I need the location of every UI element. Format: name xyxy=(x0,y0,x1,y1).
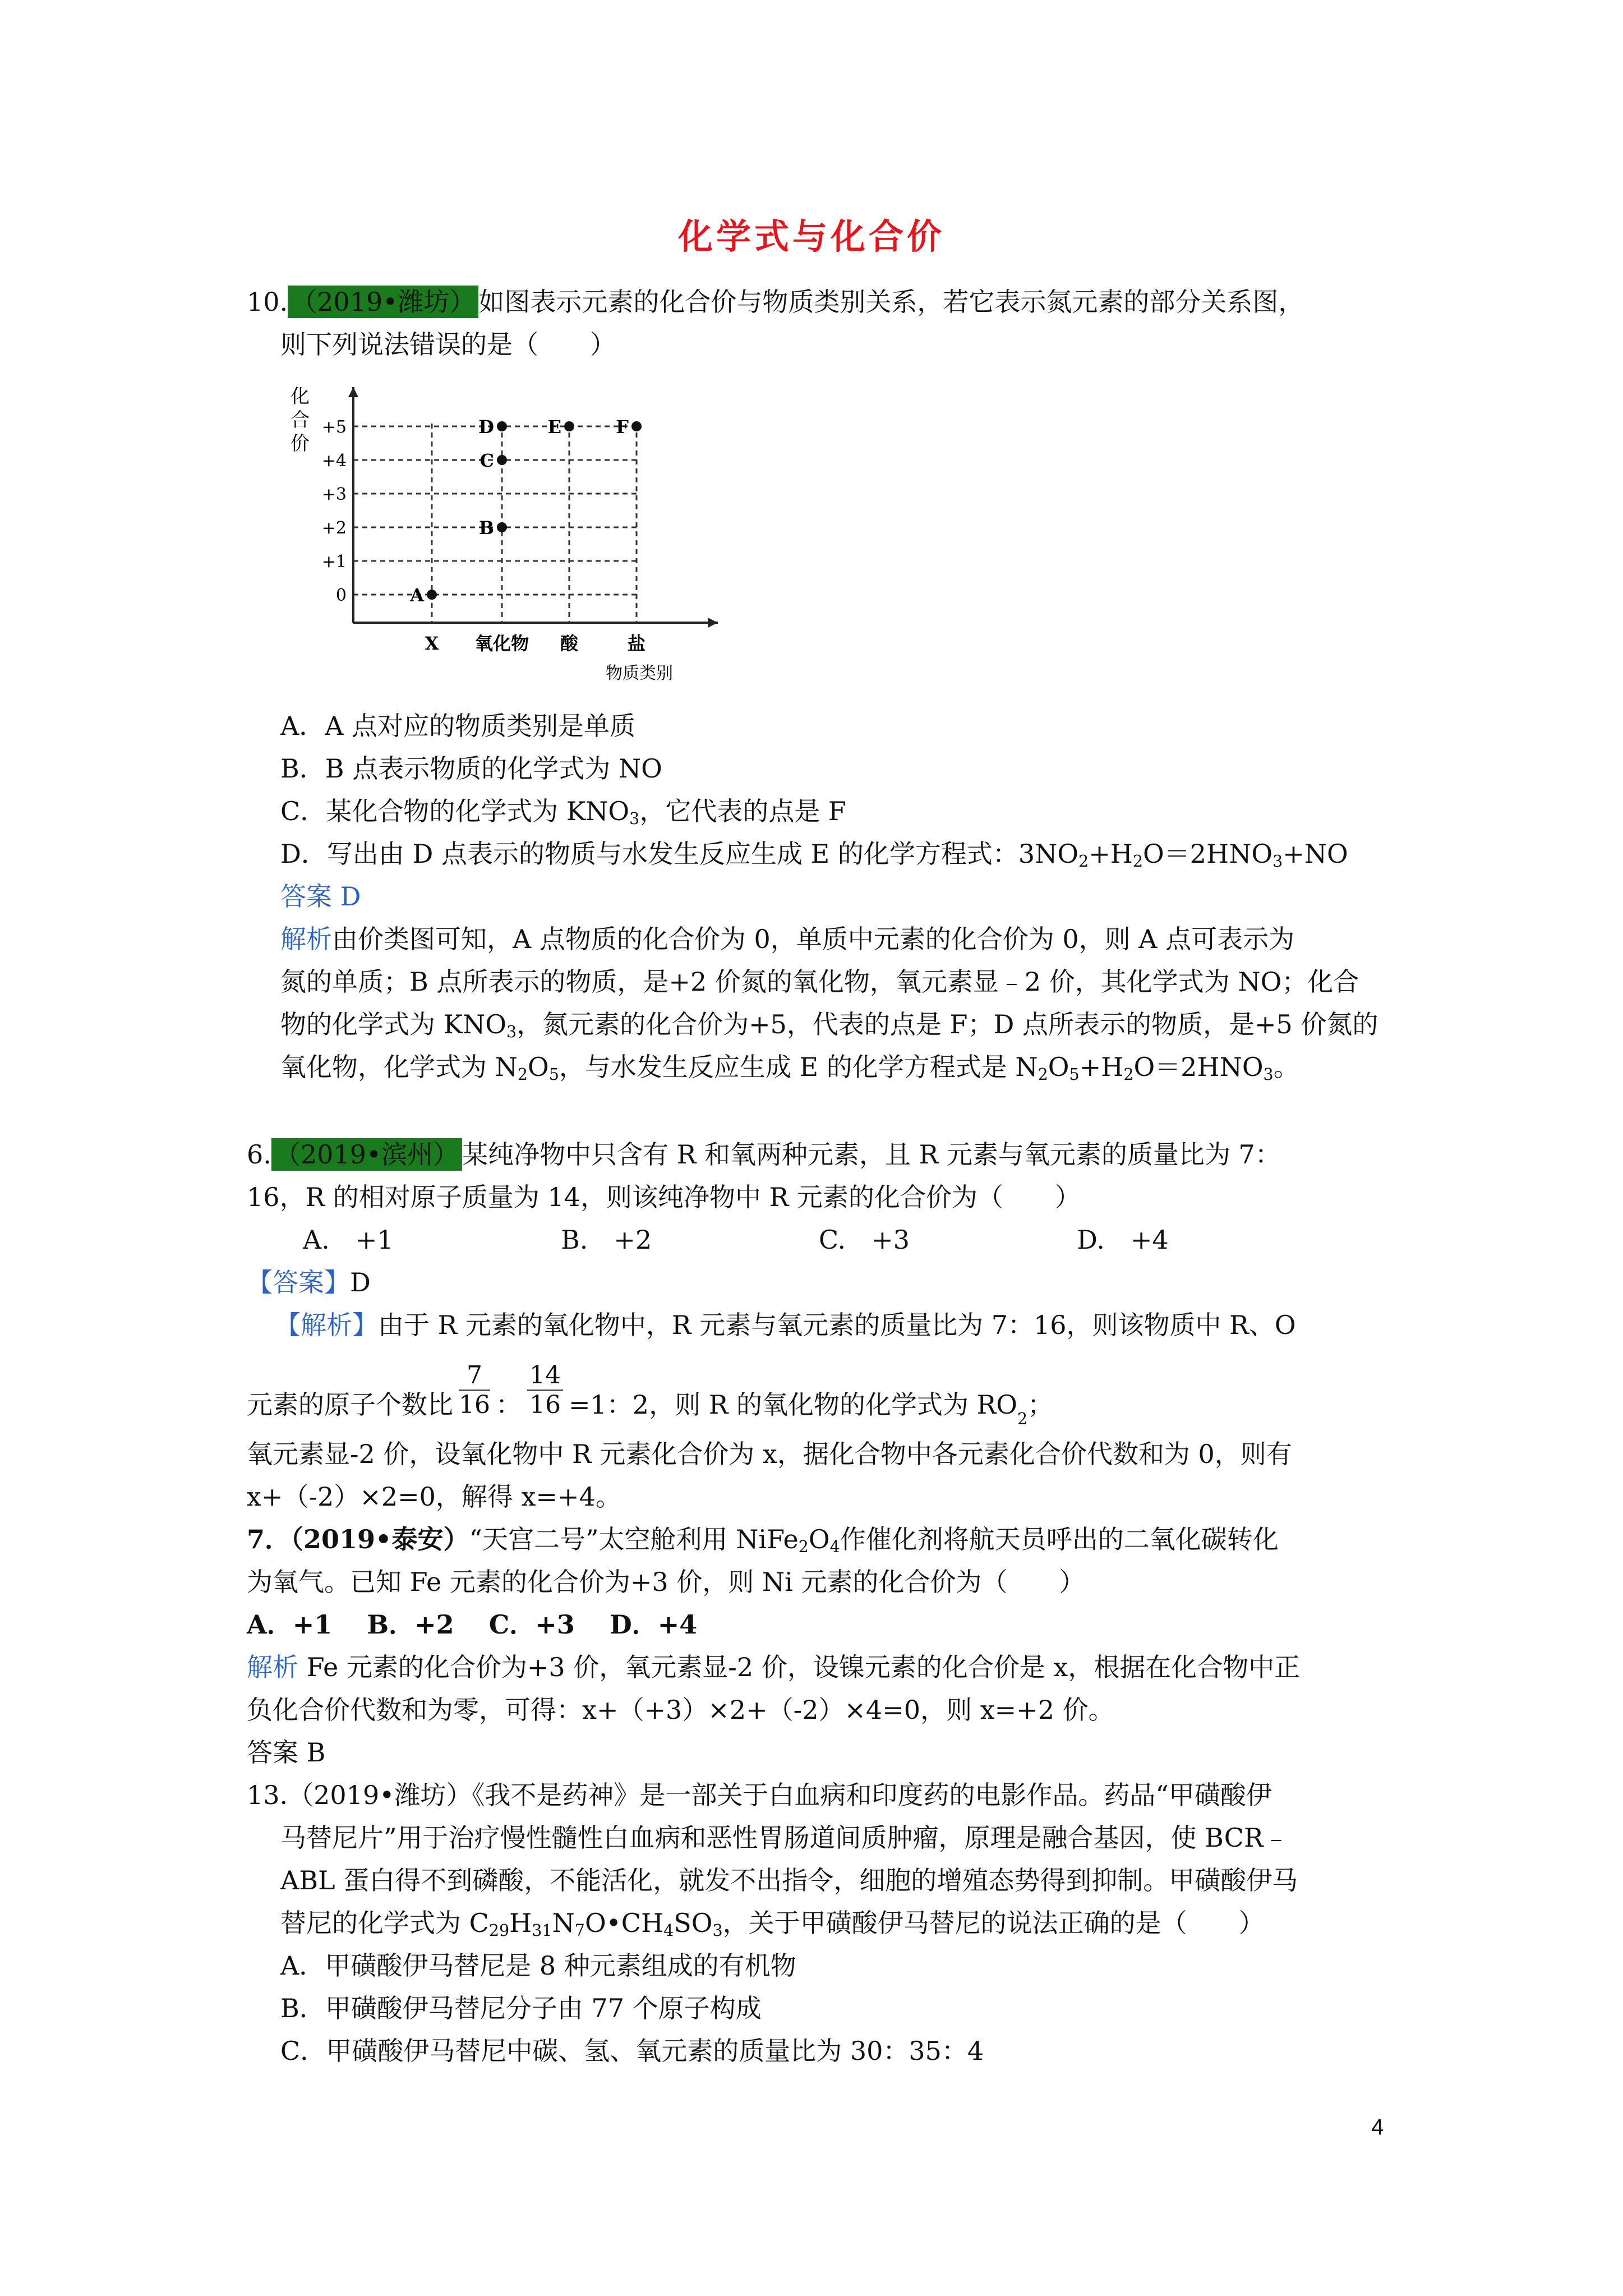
q6-source-tag: （2019•滨州） xyxy=(271,1138,462,1171)
q10-source-tag: （2019•潍坊） xyxy=(288,286,478,318)
q6-explanation-line3: 氧元素显-2 价，设氧化物中 R 元素化合价为 x，据化合物中各元素化合价代数和为 0，则有 xyxy=(247,1439,1292,1469)
q6-option-a: A. +1 xyxy=(303,1225,394,1255)
data-point-f xyxy=(631,421,642,431)
q7-stem-line1: 7．（2019•泰安）“天宫二号”太空舱利用 $NiFe_2O_4$作催化剂将航天员呼出的二氧化碳转化 xyxy=(247,1524,1279,1557)
y-tick-label: +3 xyxy=(321,485,347,504)
point-label-f: F xyxy=(616,416,629,438)
q6-option-b: B. +2 xyxy=(561,1225,652,1255)
data-point-e xyxy=(564,421,574,431)
x-tick-label: 盐 xyxy=(627,633,646,654)
q6-option-d: D. +4 xyxy=(1077,1225,1169,1255)
q7-explanation-line2: 负化合价代数和为零，可得：x+（+3）×2+（-2）×4=0，则 x=+2 价。 xyxy=(247,1695,1114,1725)
q6-answer: 【答案】D xyxy=(247,1267,371,1297)
q13-stem-line1: 13.（2019•潍坊）《我不是药神》是一部关于白血病和印度药的电影作品。药品“甲磺酸伊 xyxy=(247,1780,1272,1810)
q10-stem-line2: 则下列说法错误的是（ ） xyxy=(280,329,616,360)
y-tick-label: +4 xyxy=(321,451,347,471)
y-axis-label: 价 xyxy=(291,432,310,455)
q7-explanation-line1: 解析 Fe 元素的化合价为+3 价，氧元素显-2 价，设镍元素的化合价是 x，根据在化合物中正 xyxy=(247,1652,1301,1682)
q7-stem-line2: 为氧气。已知 Fe 元素的化合价为+3 价，则 Ni 元素的化合价为（ ） xyxy=(247,1567,1085,1597)
x-axis-label: 物质类别 xyxy=(606,664,673,683)
page-number: 4 xyxy=(1371,2115,1384,2139)
q13-stem-line3: ABL 蛋白得不到磷酸，不能活化，就发不出指令，细胞的增殖态势得到抑制。甲磺酸伊马 xyxy=(280,1865,1298,1895)
y-tick-label: +1 xyxy=(321,552,347,572)
q7-answer: 答案 B xyxy=(247,1737,326,1768)
q6-stem-line1: 6. （2019•滨州） 某纯净物中只含有 R 和氧两种元素，且 R 元素与氧元素的质量比为 7： xyxy=(247,1139,1281,1170)
q10-explanation-line1: 解析由价类图可知，A 点物质的化合价为 0，单质中元素的化合价为 0，则 A 点可表示为 xyxy=(280,924,1295,954)
q13-stem-line4: 替尼的化学式为 $C_{29}H_{31}N_7O•CH_4SO_3$，关于甲磺酸伊马替尼的说法正确的是（ ） xyxy=(280,1908,1265,1940)
q7-options: A．+1 B．+2 C．+3 D．+4 xyxy=(247,1609,698,1640)
x-tick-label: 氧化物 xyxy=(474,633,529,654)
valence-chart xyxy=(280,376,729,696)
y-tick-label: +5 xyxy=(321,417,347,437)
q13-stem-line2: 马替尼片”用于治疗慢性髓性白血病和恶性胃肠道间质肿瘤，原理是融合基因，使 BCR﹣ xyxy=(280,1823,1289,1853)
y-axis-label: 化 xyxy=(291,385,310,408)
q6-explanation-line2: 元素的原子个数比 $\frac{7}{16}$ ： $\frac{14}{16}$ =1：2，则 R 的氧化物的化学式为 RO 2 ； xyxy=(247,1361,1054,1428)
x-tick-label: 酸 xyxy=(560,633,579,654)
y-axis-label: 合 xyxy=(291,409,310,431)
q13-option-c: C．甲磺酸伊马替尼中碳、氢、氧元素的质量比为 30：35：4 xyxy=(280,2036,984,2066)
q6-explanation-line1: 【解析】由于 R 元素的氧化物中，R 元素与氧元素的质量比为 7：16，则该物质中 R、O xyxy=(275,1310,1296,1340)
q6-stem-line2: 16，R 的相对原子质量为 14，则该纯净物中 R 元素的化合价为（ ） xyxy=(247,1182,1081,1212)
q6-option-c: C. +3 xyxy=(819,1225,910,1255)
q10-option-a: A．A 点对应的物质类别是单质 xyxy=(280,711,636,741)
q10-option-c: C．某化合物的化学式为 $KNO_3$，它代表的点是 F xyxy=(280,796,846,829)
point-label-c: C xyxy=(479,450,494,471)
point-label-b: B xyxy=(478,517,494,539)
q6-explanation-line4: x+（-2）×2=0，解得 x=+4。 xyxy=(247,1481,621,1512)
data-point-b xyxy=(497,522,507,532)
q10-answer: 答案 D xyxy=(280,881,361,912)
q10-stem-line1: 10. （2019•潍坊） 如图表示元素的化合价与物质类别关系，若它表示氮元素的部分关系图， xyxy=(247,287,1304,317)
q10-option-d: D．写出由 D 点表示的物质与水发生反应生成 E 的化学方程式：$3NO_2+H_2O=2HNO_3+NO$ xyxy=(280,839,1348,871)
point-label-d: D xyxy=(478,416,494,438)
fraction-7-16: $\frac{7}{16}$ xyxy=(459,1361,490,1419)
y-axis-arrow xyxy=(348,387,358,397)
point-label-e: E xyxy=(547,416,561,438)
data-point-d xyxy=(497,421,507,431)
q13-option-a: A．甲磺酸伊马替尼是 8 种元素组成的有机物 xyxy=(280,1950,796,1981)
data-point-a xyxy=(427,590,437,600)
q10-explanation-line3: 物的化学式为 $KNO_3$，氮元素的化合价为+5，代表的点是 F；D 点所表示的物质，是+5 价氮的 xyxy=(280,1009,1378,1042)
q13-option-b: B．甲磺酸伊马替尼分子由 77 个原子构成 xyxy=(280,1993,762,2023)
q10-option-b: B．B 点表示物质的化学式为 NO xyxy=(280,753,662,784)
y-tick-label: 0 xyxy=(335,586,347,605)
q10-explanation-line2: 氮的单质；B 点所表示的物质，是+2 价氮的氧化物，氧元素显﹣2 价，其化学式为 NO；化合 xyxy=(280,967,1359,997)
y-tick-label: +2 xyxy=(321,518,347,538)
fraction-14-16: $\frac{14}{16}$ xyxy=(527,1361,563,1419)
q10-explanation-line4: 氧化物，化学式为 $N_2O_5$，与水发生反应生成 E 的化学方程式是 $N_2O_5+H_2O=2HNO_3$。 xyxy=(280,1052,1299,1084)
x-tick-label: X xyxy=(425,633,439,654)
page-title: 化学式与化合价 xyxy=(677,216,945,257)
point-label-a: A xyxy=(410,585,424,606)
x-axis-arrow xyxy=(708,618,718,628)
data-point-c xyxy=(497,455,507,465)
